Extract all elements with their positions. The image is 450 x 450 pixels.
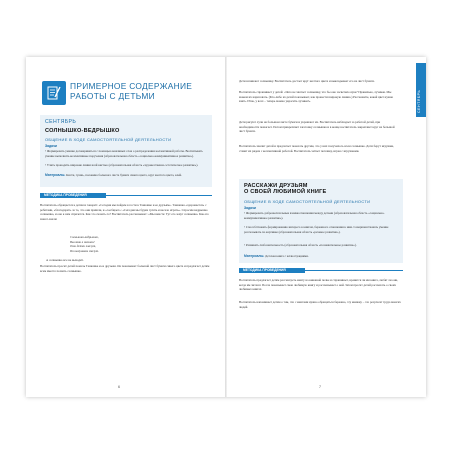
month-tab-label: СЕНТЯБРЬ: [417, 89, 421, 113]
body-paragraph: Воспитатель предлагает детям рассмотреть книгу на книжной полке и спрашивает, нравится ли им книга, любят ли они, когда им читают. После показывает свою любимую книгу и рассказывает о ней. Затем просит детей рассказать о своих любимых книгах.: [239, 278, 398, 292]
body-paragraph: Воспитатель спрашивает у детей: «Чего не хватает солнышку, что бы оно засветило ярче? Правильно, лучиков. Мы можем их нарисовать. (Кто-либо из детей показывает, как провести широкую линию.) Расскажите, какой цвет нужно взять. Итак, у всех – теперь можно украсить лучики!».: [239, 90, 394, 104]
month-tab: [416, 63, 426, 117]
task-item: • Формировать доброжелательные взаимоотношения между детьми (образовательная область «социально-коммуникативное развитие»).: [244, 211, 385, 220]
task-item: • Способствовать формированию интереса к книгам, бережного отношения к ним. Совершенствовать умение рассказывать по картинке (образовательная область «речевое развитие»).: [244, 225, 389, 234]
activity-title: [244, 183, 326, 195]
task-item: • Развивать любознательность (образовательная область «познавательное развитие»).: [244, 243, 357, 247]
book-spread: [26, 57, 426, 397]
body-paragraph: Воспитатель хвалит детей и предлагает показать другим, что у них получилось всем солнышко. Дети берут игрушки, ставят их рядом с коллективной работой. Воспитатель читает потешку, играя с игрушками.: [239, 144, 394, 153]
divider: [106, 195, 212, 196]
right-page: [227, 57, 426, 397]
poem-line: По камушкам скачут.: [70, 248, 99, 253]
poem-line: Выгляни в окошко!: [70, 239, 95, 244]
body-paragraph: Воспитатель обращается к детям и говорит: «Сегодня мы пойдем в гости к Танюшке и ее друзьям». Танюшка «здоровается» с ребятами, «благодарит» за то, что они пришли, и «сообщает»: «Сегодня мы будем гулять и весело играть». Спросим ведрышко солнышко, и оно к нам спрячется. Как это сказать-то? Воспитатель рассказывает: «Мы вместе: Тут его зовут солнышко. Как его знают-знали:: [40, 203, 209, 221]
activity-title: СОЛНЫШКО-ВЕДРЫШКО: [45, 128, 120, 134]
method-bar: МЕТОДИКА ПРОВЕДЕНИЯ: [239, 268, 305, 273]
materials-label: Материалы.: [244, 254, 265, 258]
page-title-line1: ПРИМЕРНОЕ СОДЕРЖАНИЕ: [70, 81, 193, 91]
activity-subhead: ОБЩЕНИЕ В ХОДЕ САМОСТОЯТЕЛЬНОЙ ДЕЯТЕЛЬНОСТИ: [244, 199, 371, 204]
page-title-line2: РАБОТЫ С ДЕТЬМИ: [70, 90, 155, 101]
poem-line: Солнышко-ведрышко,: [70, 235, 99, 239]
page-number: 7: [319, 385, 321, 389]
tasks-label: Задачи: [45, 144, 58, 148]
materials-text: [244, 254, 399, 259]
task-item: • Учить проводить широкие линии всей кистью (образовательная область «художественно-эстетическое развитие»).: [45, 163, 199, 167]
method-bar: МЕТОДИКА ПРОВЕДЕНИЯ: [40, 193, 106, 198]
left-page: [26, 57, 225, 397]
body-paragraph: Дети рисуют лучи на большом листе бумаги и украшают их. Воспитатель наблюдает за работой детей, при необходимости помогает. Потом прикрепляет заготовку солнышка и в конце воспитатель закрепляет круг на большой лист бумаги.: [239, 120, 395, 134]
poem-line: Твои детки плачут,: [70, 244, 97, 249]
divider: [305, 270, 403, 271]
body-paragraph: Дети начинают солнышку. Воспитатель достает круг желтого цвета и выкладывает его на лист бумаги.: [239, 79, 375, 83]
poem: [70, 235, 190, 253]
page-number: 6: [118, 385, 120, 389]
body-paragraph: А солнышко все не выходит.: [46, 258, 84, 262]
body-paragraph: Воспитатель напоминает детям о том, что с книгами нужно обращаться бережно, эту книжку – это результат труда многих людей.: [239, 300, 401, 309]
page-title: [70, 82, 192, 101]
month-heading: СЕНТЯБРЬ: [45, 119, 77, 125]
materials-value: Кисти, гуашь, половина большого листа бумаги синего цвета, круг желтого цвета, клей.: [66, 173, 182, 177]
tasks-label: Задачи: [244, 206, 257, 210]
task-item: • Формировать умение договариваться с помощью вежливых слов о распределении коллективной работы. Воспитывать умение выполнять коллективные поручения (образовательная область «социально-коммуникативное развитие»).: [45, 149, 203, 158]
activity-subhead: ОБЩЕНИЕ В ХОДЕ САМОСТОЯТЕЛЬНОЙ ДЕЯТЕЛЬНОСТИ: [45, 137, 172, 142]
materials-label: Материалы.: [45, 173, 66, 177]
writing-hand-icon: [42, 81, 66, 105]
activity-title-line2: О СВОЕЙ ЛЮБИМОЙ КНИГЕ: [244, 189, 327, 195]
body-paragraph: Воспитатель просит детей помочь Танюшке и ее друзьям. Он показывает большой лист бумаги синего цвета и предлагает детям всем вместе позвать солнышко.: [40, 264, 210, 273]
materials-text: [45, 173, 207, 178]
activity-title-line1: РАССКАЖИ ДРУЗЬЯМ: [244, 183, 308, 189]
materials-value: Детская книга с иллюстрациями.: [265, 254, 309, 258]
